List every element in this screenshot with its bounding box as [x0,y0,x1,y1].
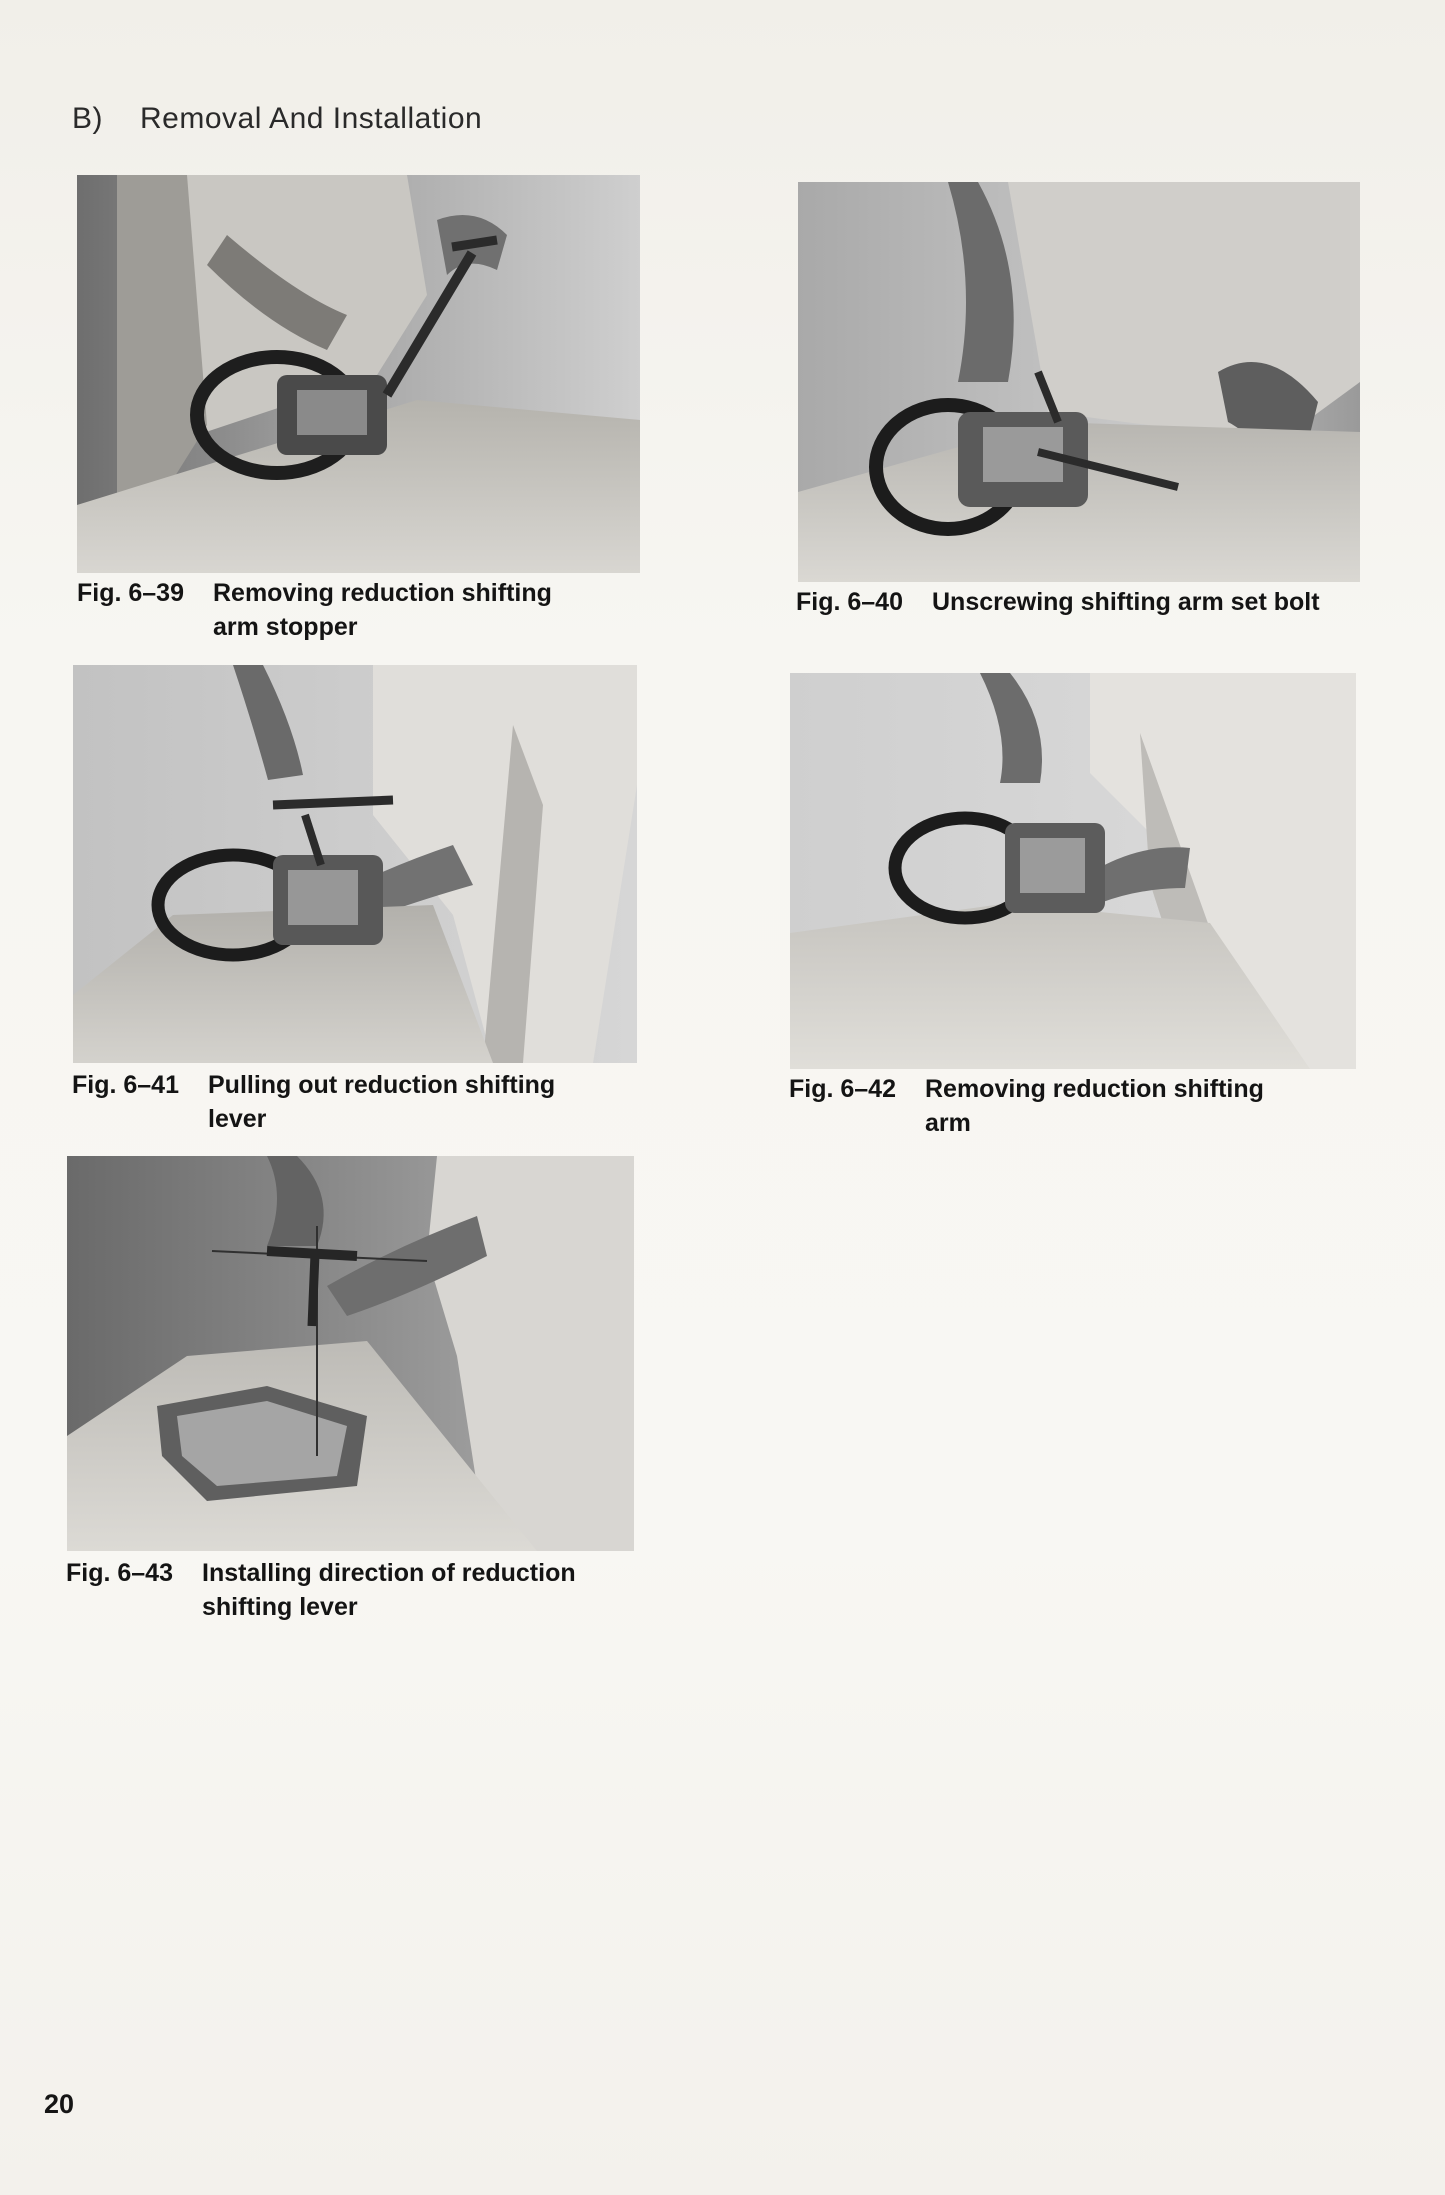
figure-caption-6-42 [789,1072,1264,1140]
figure-number: Fig. 6–40 [796,588,903,616]
figure-caption-6-43 [66,1556,576,1624]
caption-line-2: arm [925,1109,971,1137]
caption-line-2: arm stopper [213,613,358,641]
caption-line-1: Installing direction of reduction [202,1559,576,1587]
figure-caption-6-40 [796,585,1320,619]
figure-photo-6-41 [73,665,637,1063]
figure-photo-6-42 [790,673,1356,1069]
caption-line-1: Pulling out reduction shifting [208,1071,556,1099]
section-title: Removal And Installation [140,102,483,135]
figure-number: Fig. 6–41 [72,1071,179,1099]
figure-caption-6-39 [77,576,552,644]
caption-line-1: Removing reduction shifting [925,1075,1264,1103]
figure-photo-6-43 [67,1156,634,1551]
figure-number: Fig. 6–43 [66,1559,173,1587]
figure-photo-6-40 [798,182,1360,582]
section-heading [72,102,482,136]
page-number: 20 [44,2089,75,2119]
caption-line-1: Unscrewing shifting arm set bolt [932,588,1320,616]
figure-caption-6-41 [72,1068,555,1136]
figure-photo-6-39 [77,175,640,573]
caption-line-2: lever [208,1105,267,1133]
figure-number: Fig. 6–39 [77,579,184,607]
caption-line-1: Removing reduction shifting [213,579,552,607]
section-letter: B) [72,102,103,135]
figure-number: Fig. 6–42 [789,1075,896,1103]
caption-line-2: shifting lever [202,1593,358,1621]
